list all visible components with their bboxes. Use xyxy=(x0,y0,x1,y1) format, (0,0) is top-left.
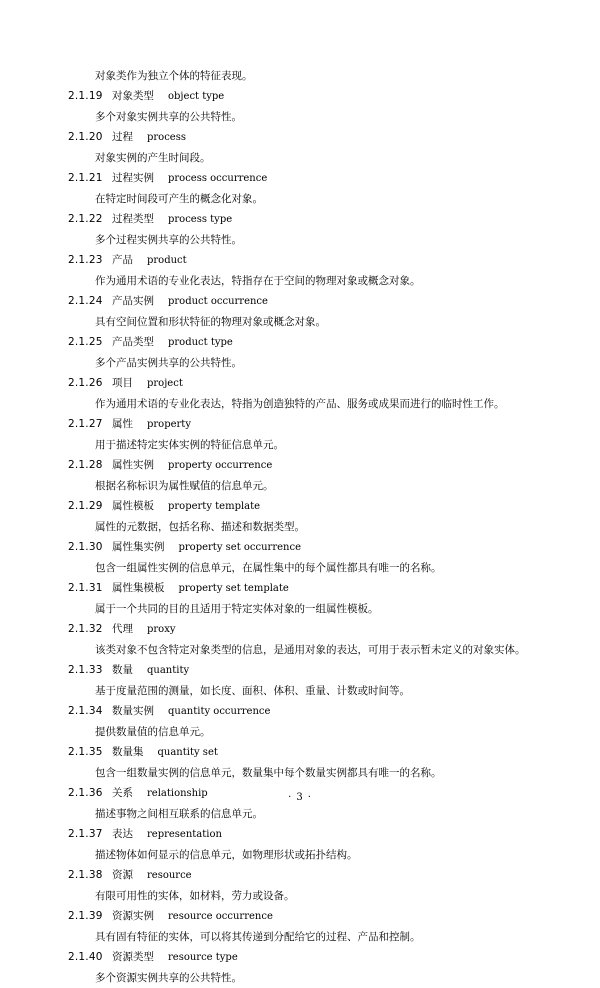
term-name-cn: 属性集模板 xyxy=(112,582,165,594)
term-heading xyxy=(68,947,538,968)
term-number: 2.1.39 xyxy=(68,910,103,922)
term-heading xyxy=(68,332,538,353)
term-entry xyxy=(68,414,538,455)
term-name-en: proxy xyxy=(147,624,176,635)
continued-definition-text: 对象类作为独立个体的特征表现。 xyxy=(95,70,253,82)
term-name-cn: 数量 xyxy=(112,664,133,676)
term-entry xyxy=(68,742,538,783)
term-definition: 多个产品实例共享的公共特性。 xyxy=(95,357,242,369)
term-heading xyxy=(68,701,538,722)
term-entry xyxy=(68,783,538,824)
term-name-cn: 属性集实例 xyxy=(112,541,165,553)
term-heading xyxy=(68,414,538,435)
term-definition: 作为通用术语的专业化表达，特指存在于空间的物理对象或概念对象。 xyxy=(95,275,421,287)
term-name-cn: 关系 xyxy=(112,787,133,799)
term-heading xyxy=(68,127,538,148)
term-definition: 根据名称标识为属性赋值的信息单元。 xyxy=(95,480,274,492)
page-number: 3 xyxy=(296,792,304,803)
footer-dot-right: · xyxy=(307,792,312,803)
term-name-en: representation xyxy=(147,829,222,840)
term-number: 2.1.28 xyxy=(68,459,103,471)
term-definition: 在特定时间段可产生的概念化对象。 xyxy=(95,193,263,205)
term-heading xyxy=(68,906,538,927)
term-definition: 属性的元数据，包括名称、描述和数据类型。 xyxy=(95,521,305,533)
term-entry xyxy=(68,701,538,742)
term-heading xyxy=(68,537,538,558)
term-heading xyxy=(68,619,538,640)
term-entry xyxy=(68,906,538,947)
term-definition: 用于描述特定实体实例的特征信息单元。 xyxy=(95,439,284,451)
term-name-en: resource occurrence xyxy=(168,911,273,922)
term-definition: 该类对象不包含特定对象类型的信息，是通用对象的表达，可用于表示暂未定义的对象实体。 xyxy=(95,644,526,656)
term-number: 2.1.25 xyxy=(68,336,103,348)
term-number: 2.1.40 xyxy=(68,951,103,963)
term-name-cn: 属性实例 xyxy=(112,459,154,471)
term-number: 2.1.37 xyxy=(68,828,103,840)
term-number: 2.1.31 xyxy=(68,582,103,594)
term-name-en: resource xyxy=(147,870,192,881)
term-name-en: property set template xyxy=(178,583,289,594)
term-name-en: project xyxy=(147,378,183,389)
term-name-cn: 表达 xyxy=(112,828,133,840)
term-heading xyxy=(68,660,538,681)
term-name-cn: 过程类型 xyxy=(112,213,154,225)
term-entry xyxy=(68,824,538,865)
term-definition: 具有空间位置和形状特征的物理对象或概念对象。 xyxy=(95,316,326,328)
term-entry xyxy=(68,332,538,373)
term-definition: 包含一组属性实例的信息单元，在属性集中的每个属性都具有唯一的名称。 xyxy=(95,562,442,574)
term-name-cn: 资源实例 xyxy=(112,910,154,922)
term-number: 2.1.22 xyxy=(68,213,103,225)
term-number: 2.1.30 xyxy=(68,541,103,553)
term-number: 2.1.20 xyxy=(68,131,103,143)
term-definition: 描述事物之间相互联系的信息单元。 xyxy=(95,808,263,820)
term-heading xyxy=(68,373,538,394)
term-name-cn: 项目 xyxy=(112,377,133,389)
term-definition: 具有固有特征的实体，可以将其传递到分配给它的过程、产品和控制。 xyxy=(95,931,421,943)
term-entry xyxy=(68,578,538,619)
term-definition: 描述物体如何显示的信息单元，如物理形状或拓扑结构。 xyxy=(95,849,358,861)
term-number: 2.1.26 xyxy=(68,377,103,389)
term-name-en: property set occurrence xyxy=(178,542,301,553)
term-name-cn: 对象类型 xyxy=(112,90,154,102)
term-name-cn: 过程 xyxy=(112,131,133,143)
term-definition: 多个对象实例共享的公共特性。 xyxy=(95,111,242,123)
term-definition: 多个资源实例共享的公共特性。 xyxy=(95,972,242,984)
term-name-en: property occurrence xyxy=(168,460,273,471)
term-name-cn: 产品类型 xyxy=(112,336,154,348)
term-heading xyxy=(68,455,538,476)
term-name-en: property template xyxy=(168,501,261,512)
term-entry xyxy=(68,496,538,537)
term-heading xyxy=(68,578,538,599)
term-number: 2.1.34 xyxy=(68,705,103,717)
term-name-cn: 属性模板 xyxy=(112,500,154,512)
term-heading xyxy=(68,291,538,312)
terms-list xyxy=(68,66,538,988)
term-definition: 有限可用性的实体，如材料，劳力或设备。 xyxy=(95,890,295,902)
term-name-en: quantity xyxy=(147,665,190,676)
term-name-en: object type xyxy=(168,91,225,102)
term-entry xyxy=(68,455,538,496)
term-entry xyxy=(68,537,538,578)
term-number: 2.1.24 xyxy=(68,295,103,307)
term-name-en: product type xyxy=(168,337,233,348)
term-entry xyxy=(68,86,538,127)
term-entry xyxy=(68,209,538,250)
term-entry xyxy=(68,168,538,209)
term-number: 2.1.29 xyxy=(68,500,103,512)
term-name-en: process type xyxy=(168,214,233,225)
term-definition: 对象实例的产生时间段。 xyxy=(95,152,211,164)
term-name-en: process occurrence xyxy=(168,173,268,184)
term-name-cn: 代理 xyxy=(112,623,133,635)
term-number: 2.1.21 xyxy=(68,172,103,184)
term-entry xyxy=(68,291,538,332)
term-heading xyxy=(68,86,538,107)
term-heading xyxy=(68,168,538,189)
term-heading xyxy=(68,865,538,886)
term-entry xyxy=(68,947,538,988)
term-name-en: product xyxy=(147,255,187,266)
term-definition: 提供数量值的信息单元。 xyxy=(95,726,211,738)
term-number: 2.1.33 xyxy=(68,664,103,676)
term-name-en: process xyxy=(147,132,186,143)
term-number: 2.1.23 xyxy=(68,254,103,266)
term-definition: 包含一组数量实例的信息单元，数量集中每个数量实例都具有唯一的名称。 xyxy=(95,767,442,779)
term-entry xyxy=(68,865,538,906)
term-name-cn: 数量实例 xyxy=(112,705,154,717)
term-name-cn: 数量集 xyxy=(112,746,144,758)
term-number: 2.1.27 xyxy=(68,418,103,430)
term-heading xyxy=(68,209,538,230)
term-entry xyxy=(68,250,538,291)
term-definition: 多个过程实例共享的公共特性。 xyxy=(95,234,242,246)
term-name-en: quantity set xyxy=(157,747,218,758)
term-name-cn: 产品实例 xyxy=(112,295,154,307)
term-name-cn: 资源 xyxy=(112,869,133,881)
term-heading xyxy=(68,250,538,271)
term-definition: 属于一个共同的目的且适用于特定实体对象的一组属性模板。 xyxy=(95,603,379,615)
term-entry xyxy=(68,373,538,414)
term-definition: 作为通用术语的专业化表达，特指为创造独特的产品、服务或成果而进行的临时性工作。 xyxy=(95,398,505,410)
footer-dot-left: · xyxy=(288,792,293,803)
term-number: 2.1.35 xyxy=(68,746,103,758)
term-name-en: relationship xyxy=(147,788,208,799)
term-name-en: resource type xyxy=(168,952,238,963)
term-entry xyxy=(68,619,538,660)
page-footer xyxy=(0,792,600,803)
term-definition: 基于度量范围的测量，如长度、面积、体积、重量、计数或时间等。 xyxy=(95,685,410,697)
term-name-cn: 资源类型 xyxy=(112,951,154,963)
term-heading xyxy=(68,496,538,517)
term-heading xyxy=(68,742,538,763)
term-name-en: quantity occurrence xyxy=(168,706,271,717)
term-entry xyxy=(68,127,538,168)
term-entry xyxy=(68,660,538,701)
term-number: 2.1.38 xyxy=(68,869,103,881)
term-number: 2.1.19 xyxy=(68,90,103,102)
term-name-cn: 产品 xyxy=(112,254,133,266)
term-number: 2.1.36 xyxy=(68,787,103,799)
term-number: 2.1.32 xyxy=(68,623,103,635)
term-name-en: product occurrence xyxy=(168,296,268,307)
term-name-cn: 过程实例 xyxy=(112,172,154,184)
term-name-en: property xyxy=(147,419,191,430)
term-name-cn: 属性 xyxy=(112,418,133,430)
